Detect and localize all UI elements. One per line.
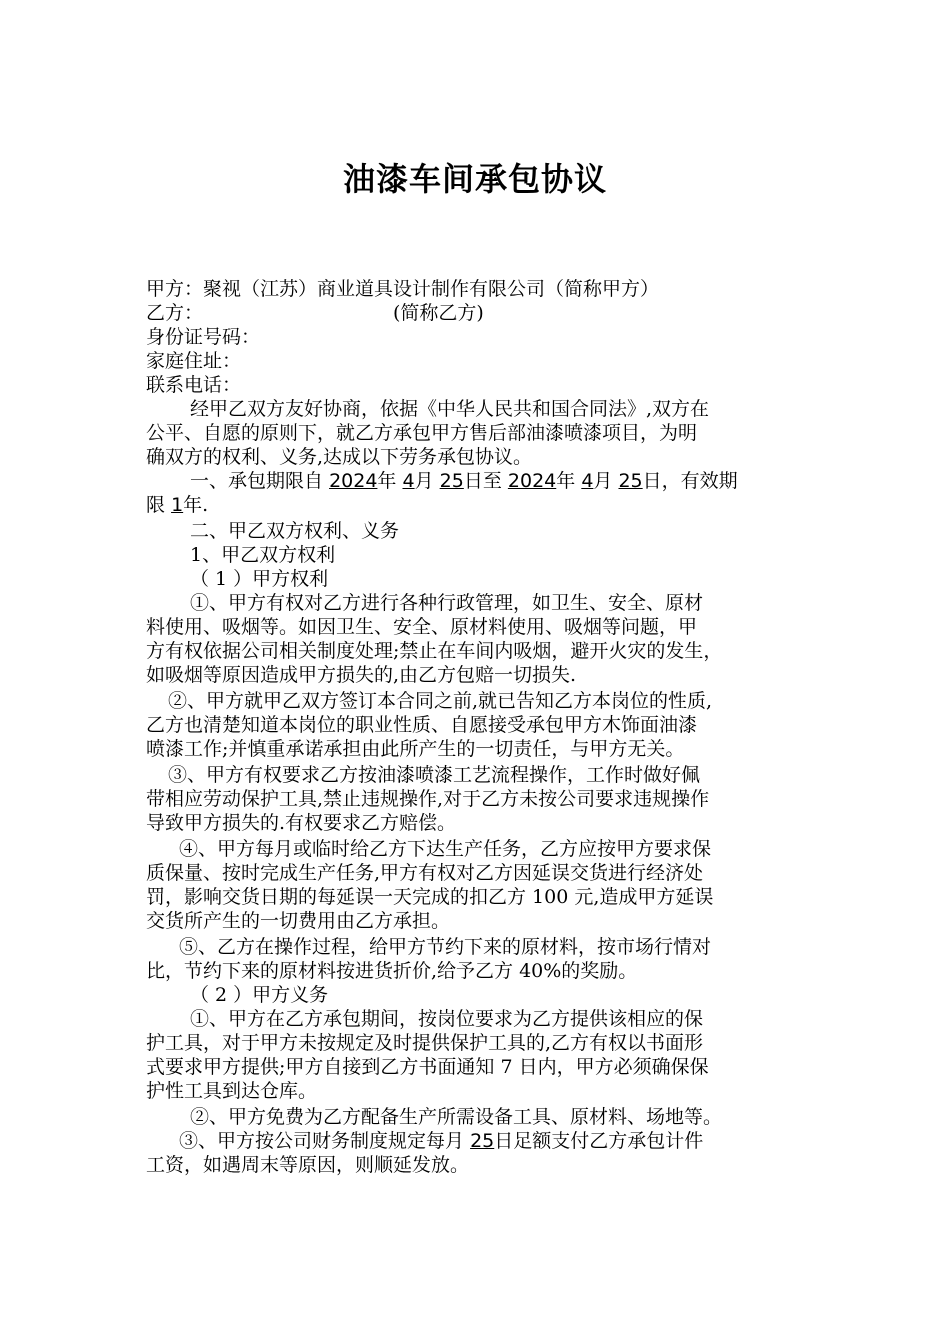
address-line: 家庭住址： (146, 350, 242, 372)
intro-line: 确双方的权利、义务,达成以下劳务承包协议。 (146, 446, 533, 468)
subsection-heading: （ 1 ）甲方权利 (190, 568, 329, 590)
clause-line: 护工具，对于甲方未按规定及时提供保护工具的,乙方有权以书面形 (146, 1032, 704, 1054)
document-title: 油漆车间承包协议 (342, 160, 607, 198)
term-line-2: 限 1年. (146, 494, 209, 516)
clause-line: ②、甲方免费为乙方配备生产所需设备工具、原材料、场地等。 (190, 1106, 723, 1128)
clause-line: 护性工具到达仓库。 (146, 1080, 318, 1102)
clause-line: 带相应劳动保护工具,禁止违规操作,对于乙方未按公司要求违规操作 (146, 788, 710, 810)
start-day: 25 (439, 470, 464, 492)
end-day: 25 (618, 470, 643, 492)
clause-line: 料使用、吸烟等。如因卫生、安全、原材料使用、吸烟等问题，甲 (146, 616, 698, 638)
clause-line: ①、甲方在乙方承包期间，按岗位要求为乙方提供该相应的保 (190, 1008, 704, 1030)
clause-line: 方有权依据公司相关制度处理;禁止在车间内吸烟，避开火灾的发生， (146, 640, 723, 662)
intro-line: 公平、自愿的原则下，就乙方承包甲方售后部油漆喷漆项目，为明 (146, 422, 698, 444)
subsection-heading: 1、甲乙双方权利 (190, 544, 336, 566)
party-a-line: 甲方：聚视（江苏）商业道具设计制作有限公司（简称甲方） (146, 278, 660, 300)
start-month: 4 (402, 470, 415, 492)
section-heading: 二、甲乙双方权利、义务 (190, 520, 400, 542)
clause-line: 乙方也清楚知道本岗位的职业性质、自愿接受承包甲方木饰面油漆 (146, 714, 698, 736)
payday: 25 (470, 1130, 495, 1152)
clause-line: 式要求甲方提供;甲方自接到乙方书面通知 7 日内，甲方必须确保保 (146, 1056, 709, 1078)
clause-line: ①、甲方有权对乙方进行各种行政管理，如卫生、安全、原材 (190, 592, 704, 614)
party-b-line (146, 301, 810, 325)
clause-line: 工资，如遇周末等原因，则顺延发放。 (146, 1154, 470, 1176)
party-b-label: 乙方： (146, 302, 204, 324)
clause-line: 导致甲方损失的.有权要求乙方赔偿。 (146, 812, 457, 834)
intro-line: 经甲乙双方友好协商，依据《中华人民共和国合同法》,双方在 (190, 398, 710, 420)
term-line: 一、承包期限自 2024年 4月 25日至 2024年 4月 25日，有效期 (190, 470, 738, 492)
clause-line: ③、甲方有权要求乙方按油漆喷漆工艺流程操作，工作时做好佩 (168, 764, 701, 786)
clause-line: ⑤、乙方在操作过程，给甲方节约下来的原材料，按市场行情对 (179, 936, 712, 958)
end-year: 2024 (507, 470, 557, 492)
term-years: 1 (171, 494, 184, 516)
clause-line: 质保量、按时完成生产任务,甲方有权对乙方因延误交货进行经济处 (146, 862, 704, 884)
phone-line: 联系电话： (146, 374, 242, 396)
document-body (146, 277, 810, 1177)
clause-line: ③、甲方按公司财务制度规定每月 25日足额支付乙方承包计件 (179, 1130, 704, 1152)
clause-line: 交货所产生的一切费用由乙方承担。 (146, 910, 451, 932)
clause-line: 比，节约下来的原材料按进货折价,给予乙方 40%的奖励。 (146, 960, 638, 982)
clause-line: 喷漆工作;并慎重承诺承担由此所产生的一切责任，与甲方无关。 (146, 738, 685, 760)
clause-line: ④、甲方每月或临时给乙方下达生产任务，乙方应按甲方要求保 (179, 838, 712, 860)
clause-line: 罚，影响交货日期的每延误一天完成的扣乙方 100 元,造成甲方延误 (146, 886, 714, 908)
subsection-heading: （ 2 ）甲方义务 (190, 984, 329, 1006)
id-number-line: 身份证号码： (146, 326, 261, 348)
clause-line: 如吸烟等原因造成甲方损失的,由乙方包赔一切损失. (146, 664, 577, 686)
clause-line: ②、甲方就甲乙双方签订本合同之前,就已告知乙方本岗位的性质, (168, 690, 713, 712)
end-month: 4 (581, 470, 594, 492)
start-year: 2024 (329, 470, 378, 492)
party-b-suffix: (简称乙方) (393, 302, 484, 324)
